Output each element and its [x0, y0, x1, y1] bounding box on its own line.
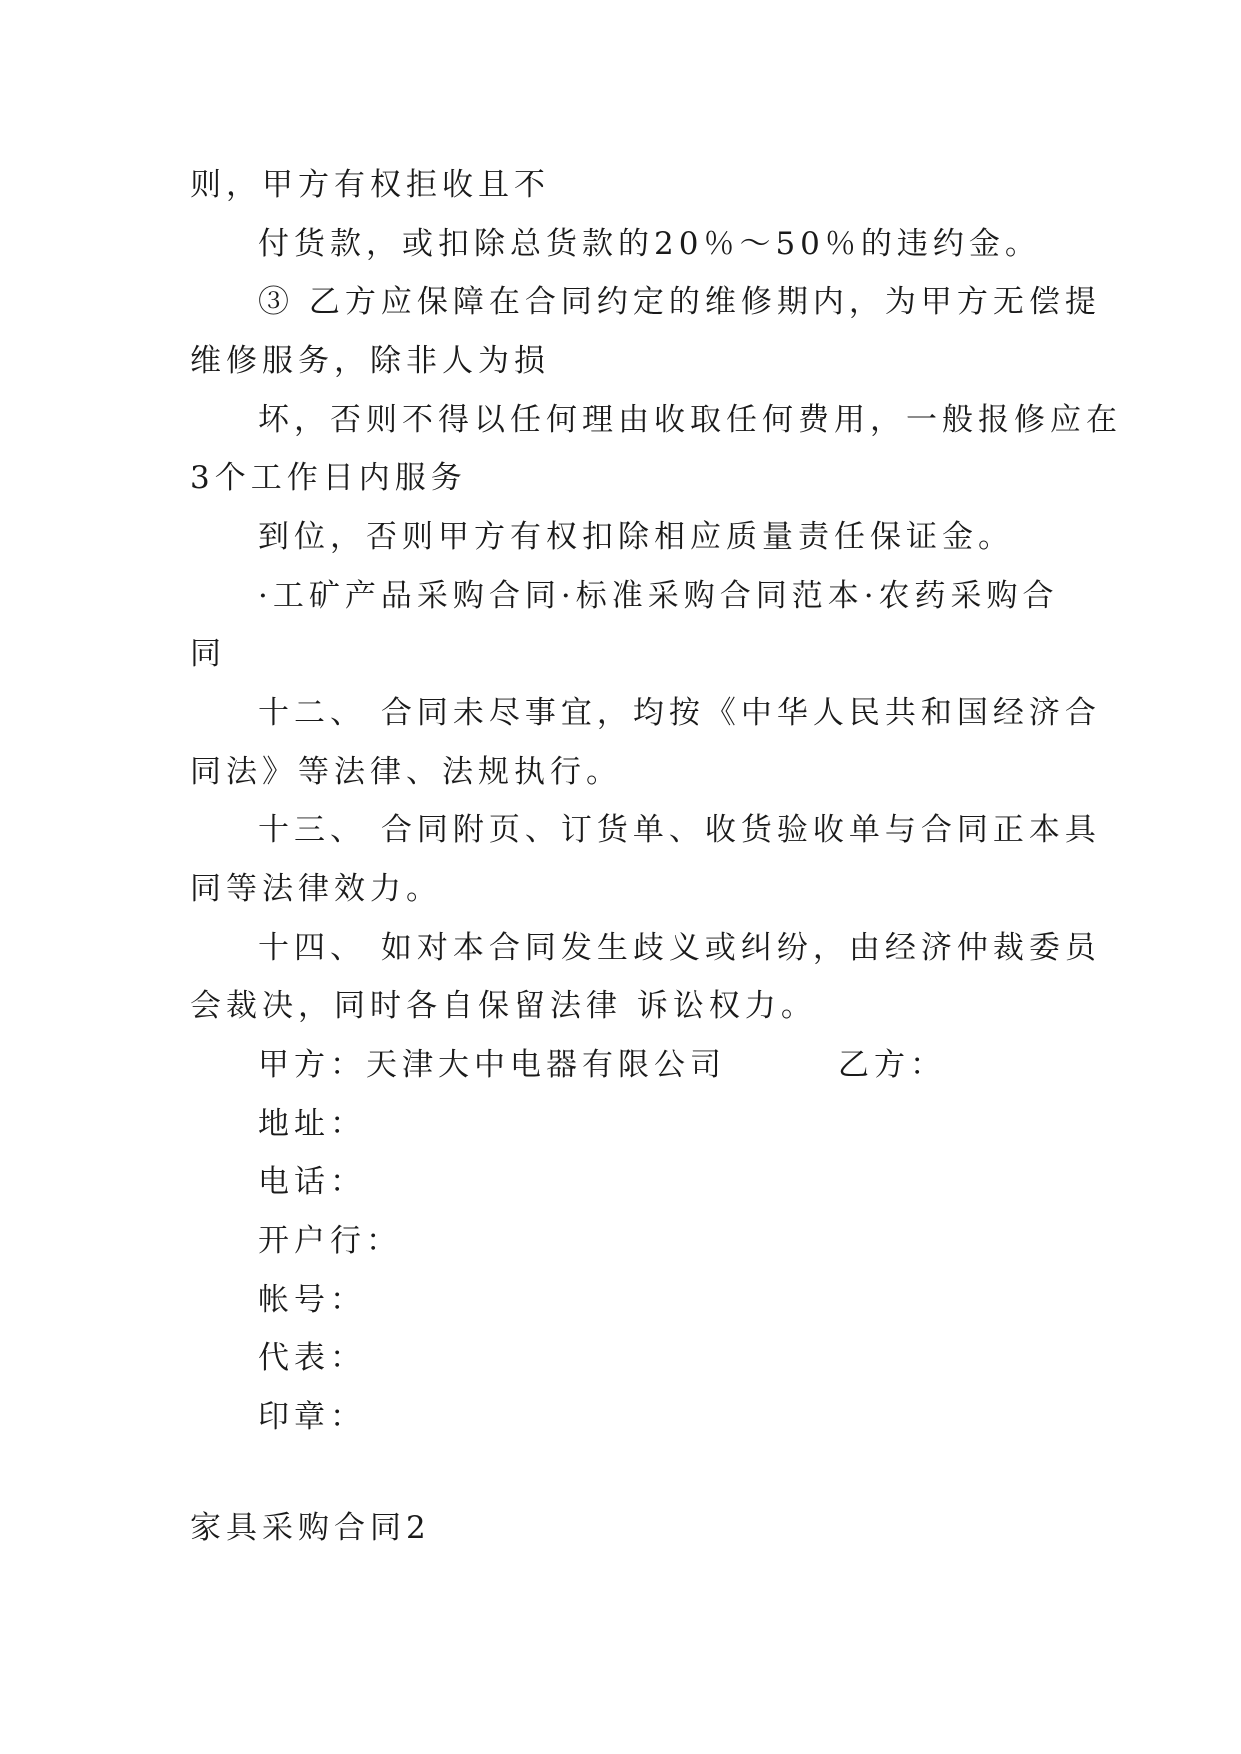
paragraph-line: 3个工作日内服务	[190, 460, 467, 496]
paragraph-line: 到位，否则甲方有权扣除相应质量责任保证金。	[258, 519, 1014, 555]
next-section-title: 家具采购合同2	[190, 1510, 431, 1546]
paragraph-line: 同法》等法律、法规执行。	[190, 754, 622, 790]
seal-label: 印章：	[258, 1399, 366, 1435]
paragraph-line: ·工矿产品采购合同·标准采购合同范本·农药采购合	[258, 578, 1059, 614]
paragraph-line: 维修服务，除非人为损	[190, 343, 550, 379]
paragraph-line: 十三、 合同附页、订货单、收货验收单与合同正本具	[258, 812, 1101, 848]
phone-label: 电话：	[258, 1164, 366, 1200]
paragraph-line: ③ 乙方应保障在合同约定的维修期内，为甲方无偿提	[258, 284, 1101, 320]
paragraph-line: 十四、 如对本合同发生歧义或纠纷，由经济仲裁委员	[258, 930, 1101, 966]
paragraph-line: 同等法律效力。	[190, 871, 442, 907]
representative-label: 代表：	[258, 1340, 366, 1376]
paragraph-line: 则，甲方有权拒收且不	[190, 167, 550, 203]
paragraph-line: 十二、 合同未尽事宜，均按《中华人民共和国经济合	[258, 695, 1101, 731]
bank-label: 开户行：	[258, 1223, 402, 1259]
paragraph-line: 坏，否则不得以任何理由收取任何费用，一般报修应在	[258, 402, 1122, 438]
paragraph-line: 会裁决，同时各自保留法律 诉讼权力。	[190, 988, 817, 1024]
account-label: 帐号：	[258, 1282, 366, 1318]
address-label: 地址：	[258, 1106, 366, 1142]
paragraph-line: 同	[190, 636, 226, 672]
party-a-label: 甲方：天津大中电器有限公司	[258, 1047, 726, 1083]
paragraph-line: 付货款，或扣除总货款的20％～50％的违约金。	[258, 226, 1041, 262]
party-b-label: 乙方：	[838, 1047, 946, 1083]
